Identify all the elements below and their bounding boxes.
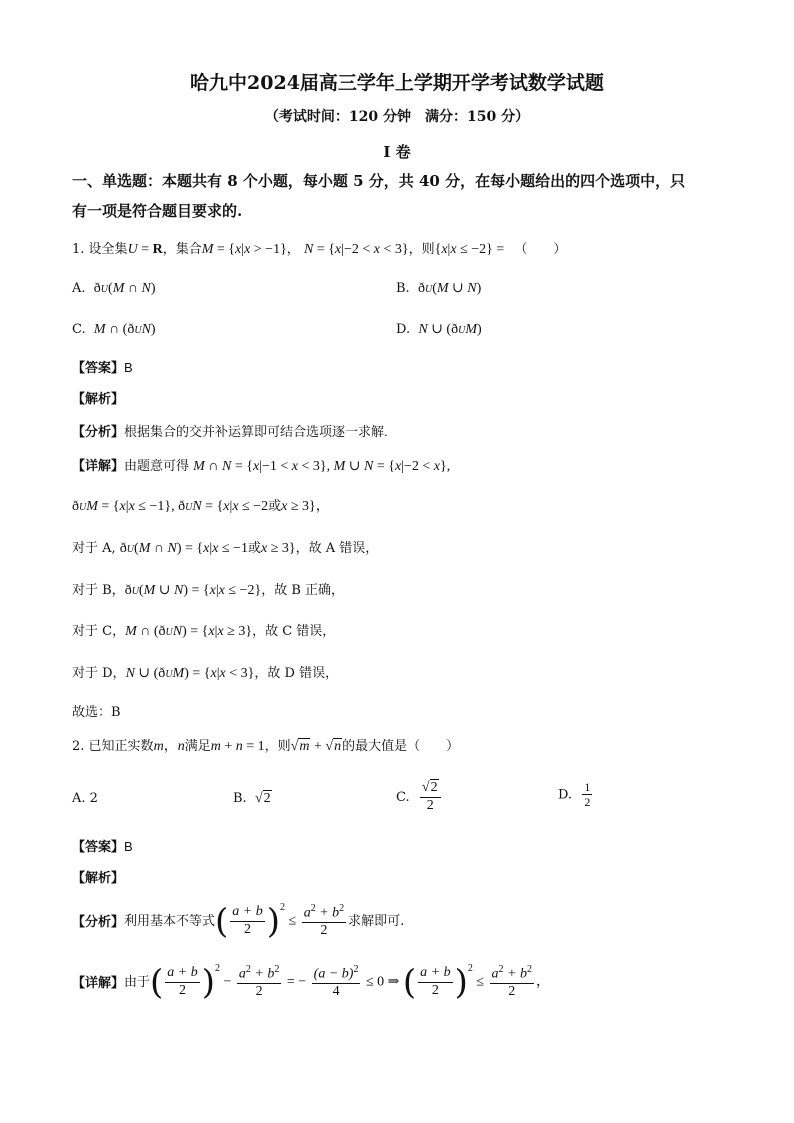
q2-option-d: D. $\frac{1}{2}$ (558, 780, 591, 810)
q1-option-b: B. ðU(M ∪ N) (396, 281, 482, 296)
q1-select: 故选：B (72, 705, 121, 720)
q1-detail-1: 【详解】由题意可得 M ∩ N = {x|−1 < x < 3}, M ∪ N = {x|−2 < x}, (72, 458, 451, 474)
q1-option-a: A. ðU(M ∩ N) (72, 281, 156, 296)
q1-stem-a: 设全集 (88, 242, 128, 257)
page-title: 哈九中2024届高三学年上学期开学考试数学试题 (190, 72, 604, 94)
q1-detail-2: ðUM = {x|x ≤ −1}, ðUN = {x|x ≤ −2或x ≥ 3}， (72, 499, 330, 514)
q1-answer: 【答案】B (72, 360, 133, 375)
q1-paren: （ ） (514, 242, 567, 257)
q1-analysis-label: 【解析】 (72, 391, 125, 406)
q1-number: 1. (72, 242, 85, 257)
volume-label: I 卷 (383, 143, 411, 161)
q1-option-c: C. M ∩ (ðUN) (72, 322, 156, 337)
q2-stem: 2. 已知正实数m，n满足m + n = 1，则√m + √n的最大值是（ ） (72, 739, 460, 754)
q1-case-b: 对于 B，ðU(M ∪ N) = {x|x ≤ −2}，故 B 正确， (72, 583, 345, 598)
q1-case-c: 对于 C，M ∩ (ðUN) = {x|x ≥ 3}，故 C 错误， (72, 624, 336, 639)
exam-info: （考试时间：120 分钟 满分：150 分） (264, 109, 530, 125)
q2-detail: 【详解】由于( $\frac{a + b}{2}$ )$^2$ − $\frac{a^2 + b^2}{2}$ = − $\frac{(a - b)^2}{4}$ ≤ 0 ⇒ ( $\frac{a + b}{2}$ )$^2$ ≤ $\frac{a^2 + b^2}{2}$ ， (72, 962, 550, 1003)
section-heading-line2: 有一项是符合题目要求的. (72, 202, 243, 220)
q2-analysis-label: 【解析】 (72, 870, 125, 885)
q2-option-a: A. 2 (72, 791, 98, 806)
q2-fenxi: 【分析】利用基本不等式( $\frac{a + b}{2}$ )$^2$ ≤ $\frac{a^2 + b^2}{2}$ 求解即可. (72, 901, 405, 942)
q2-option-b: B. √2 (233, 791, 271, 806)
q2-option-c: C. $\frac{√2}{2}$ (396, 780, 443, 815)
q1-stem-b: ，集合 (162, 242, 202, 257)
q1-stem-d: ，则 (408, 242, 435, 257)
q1-stem: 1. 设全集U = R，集合M = {x|x > −1}， N = {x|−2 < x < 3}，则{x|x ≤ −2} = （ ） (72, 242, 567, 257)
q1-stem-c: ， (286, 242, 300, 257)
q1-fenxi: 【分析】根据集合的交并补运算即可结合选项逐一求解. (72, 424, 388, 439)
q2-answer: 【答案】B (72, 839, 133, 854)
q1-case-d: 对于 D，N ∪ (ðUM) = {x|x < 3}，故 D 错误， (72, 666, 339, 681)
q1-case-a: 对于 A, ðU(M ∩ N) = {x|x ≤ −1或x ≥ 3}，故 A 错误， (72, 541, 379, 556)
section-heading-line1: 一、单选题：本题共有 8 个小题，每小题 5 分，共 40 分，在每小题给出的四个选项中，只 (72, 172, 686, 190)
q1-option-d: D. N ∪ (ðUM) (396, 322, 482, 337)
